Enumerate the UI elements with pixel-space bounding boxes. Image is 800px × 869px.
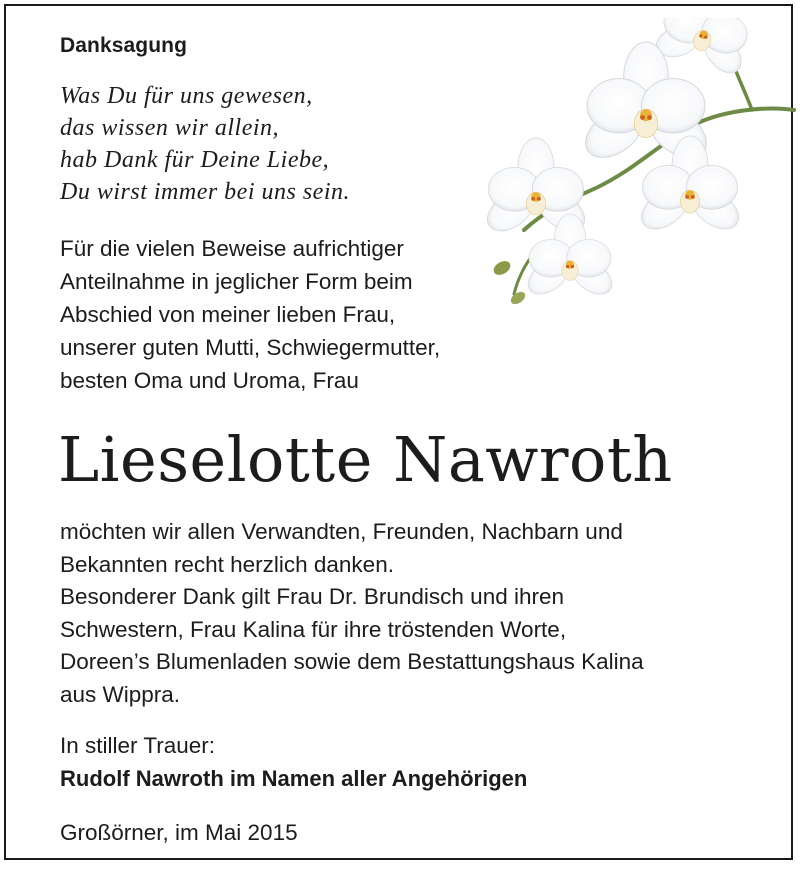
intro-line: Abschied von meiner lieben Frau, — [60, 302, 396, 327]
thanks-line: aus Wippra. — [60, 681, 181, 707]
orchid-icon — [478, 18, 796, 310]
intro-line: besten Oma und Uroma, Frau — [60, 368, 359, 393]
thanks-line: möchten wir allen Verwandten, Freunden, Nachbarn und — [60, 519, 623, 544]
poem — [60, 80, 350, 208]
poem-line: hab Dank für Deine Liebe, — [60, 147, 330, 173]
thanks-paragraph — [60, 516, 644, 711]
intro-paragraph — [60, 232, 440, 397]
notice-heading: Danksagung — [60, 34, 188, 57]
place-date: Großörner, im Mai 2015 — [60, 820, 298, 845]
signer-name: Rudolf Nawroth im Namen aller Angehörigen — [60, 766, 528, 791]
mourning-line: In stiller Trauer: — [60, 733, 216, 758]
thanks-line: Bekannten recht herzlich danken. — [60, 551, 394, 577]
intro-line: unserer guten Mutti, Schwiegermutter, — [60, 335, 441, 360]
poem-line: das wissen wir allein, — [60, 115, 280, 141]
intro-line: Für die vielen Beweise aufrichtiger — [60, 236, 404, 261]
deceased-name: Lieselotte Nawroth — [58, 423, 673, 496]
intro-line: Anteilnahme in jeglicher Form beim — [60, 269, 413, 294]
poem-line: Was Du für uns gewesen, — [60, 83, 313, 109]
thanks-line: Besonderer Dank gilt Frau Dr. Brundisch und ihren — [60, 584, 565, 609]
poem-line: Du wirst immer bei uns sein. — [60, 179, 350, 205]
thanks-line: Doreen’s Blumenladen sowie dem Bestattungshaus Kalina — [60, 649, 644, 674]
thanks-line: Schwestern, Frau Kalina für ihre tröstenden Worte, — [60, 616, 567, 642]
